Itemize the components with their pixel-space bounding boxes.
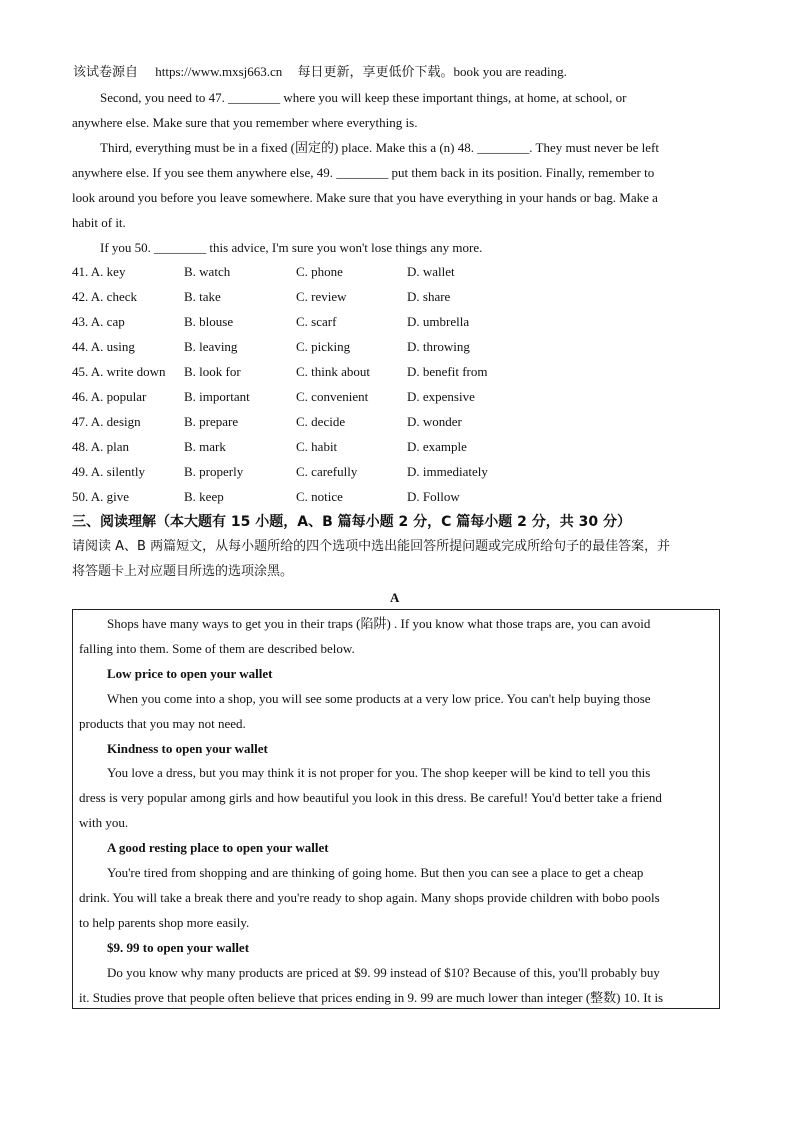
cloze-line-4: anywhere else. If you see them anywhere else, 49. ________ put them back in its position. Finally, remember to <box>72 165 655 180</box>
option-b: B. leaving <box>184 339 238 354</box>
cloze-line-3: Third, everything must be in a fixed (固定的) place. Make this a (n) 48. ________. They must never be left <box>100 140 659 155</box>
passage-label: A <box>390 590 400 605</box>
passage-line: When you come into a shop, you will see some products at a very low price. You can't help buying those <box>107 691 651 706</box>
option-b: B. prepare <box>184 414 239 429</box>
option-c: C. review <box>296 289 347 304</box>
option-d: D. wonder <box>407 414 462 429</box>
passage-line: products that you may not need. <box>79 716 246 731</box>
option-a: 42. A. check <box>72 289 137 304</box>
header-tail: 每日更新，享更低价下载。book you are reading. <box>297 64 567 79</box>
option-d: D. expensive <box>407 389 475 404</box>
option-c: C. decide <box>296 414 346 429</box>
option-b: B. watch <box>184 264 231 279</box>
passage-line: You're tired from shopping and are thinking of going home. But then you can see a place to get a cheap <box>107 865 644 880</box>
option-a: 46. A. popular <box>72 389 147 404</box>
option-b: B. take <box>184 289 221 304</box>
option-a: 49. A. silently <box>72 464 145 479</box>
passage-line: dress is very popular among girls and how beautiful you look in this dress. Be careful! You'd better take a friend <box>79 790 662 805</box>
cloze-line-7: If you 50. ________ this advice, I'm sure you won't lose things any more. <box>100 240 483 255</box>
option-d: D. immediately <box>407 464 488 479</box>
option-b: B. keep <box>184 489 224 504</box>
option-c: C. convenient <box>296 389 369 404</box>
option-d: D. share <box>407 289 451 304</box>
option-c: C. scarf <box>296 314 337 329</box>
option-c: C. carefully <box>296 464 358 479</box>
passage-heading: $9. 99 to open your wallet <box>107 940 250 955</box>
passage-line: to help parents shop more easily. <box>79 915 250 930</box>
option-d: D. example <box>407 439 467 454</box>
section-title: 三、阅读理解（本大题有 15 小题，A、B 篇每小题 2 分，C 篇每小题 2 分，共 30 分） <box>72 514 631 530</box>
option-a: 47. A. design <box>72 414 141 429</box>
option-d: D. Follow <box>407 489 460 504</box>
option-b: B. important <box>184 389 250 404</box>
passage-line: You love a dress, but you may think it is not proper for you. The shop keeper will be kind to tell you this <box>107 765 651 780</box>
option-b: B. blouse <box>184 314 234 329</box>
option-a: 43. A. cap <box>72 314 125 329</box>
option-d: D. umbrella <box>407 314 470 329</box>
passage-box <box>72 609 720 1009</box>
option-c: C. notice <box>296 489 343 504</box>
passage-line: drink. You will take a break there and you're ready to shop again. Many shops provide children with bobo pools <box>79 890 660 905</box>
option-d: D. wallet <box>407 264 455 279</box>
passage-heading: Low price to open your wallet <box>107 666 273 681</box>
section-instruction-1: 请阅读 A、B 两篇短文，从每小题所给的四个选项中选出能回答所提问题或完成所给句子的最佳答案，并 <box>72 539 671 554</box>
header-url[interactable]: https://www.mxsj663.cn <box>155 64 283 79</box>
passage-line: falling into them. Some of them are described below. <box>79 641 355 656</box>
option-c: C. picking <box>296 339 351 354</box>
option-a: 48. A. plan <box>72 439 130 454</box>
passage-heading: Kindness to open your wallet <box>107 741 268 756</box>
option-c: C. habit <box>296 439 338 454</box>
cloze-line-1: Second, you need to 47. ________ where you will keep these important things, at home, at school, or <box>100 90 627 105</box>
option-c: C. think about <box>296 364 371 379</box>
option-a: 50. A. give <box>72 489 130 504</box>
passage-line: with you. <box>79 815 129 830</box>
cloze-line-6: habit of it. <box>72 215 126 230</box>
header-source: 该试卷源自 <box>73 64 139 79</box>
section-instruction-2: 将答题卡上对应题目所选的选项涂黑。 <box>72 564 294 579</box>
option-d: D. throwing <box>407 339 470 354</box>
passage-heading: A good resting place to open your wallet <box>107 840 329 855</box>
passage-line: it. Studies prove that people often believe that prices ending in 9. 99 are much lower than integer (整数) 10. It is <box>79 990 664 1005</box>
option-a: 44. A. using <box>72 339 135 354</box>
cloze-line-2: anywhere else. Make sure that you remember where everything is. <box>72 115 418 130</box>
option-a: 41. A. key <box>72 264 126 279</box>
option-b: B. properly <box>184 464 244 479</box>
passage-line: Shops have many ways to get you in their traps (陷阱) . If you know what those traps are, you can avoid <box>107 616 651 631</box>
option-b: B. mark <box>184 439 226 454</box>
option-d: D. benefit from <box>407 364 488 379</box>
cloze-line-5: look around you before you leave somewhere. Make sure that you have everything in your hands or bag. Make a <box>72 190 658 205</box>
header-source-line <box>73 63 567 81</box>
option-b: B. look for <box>184 364 241 379</box>
passage-line: Do you know why many products are priced at $9. 99 instead of $10? Because of this, you'll probably buy <box>107 965 660 980</box>
option-a: 45. A. write down <box>72 364 166 379</box>
option-c: C. phone <box>296 264 343 279</box>
